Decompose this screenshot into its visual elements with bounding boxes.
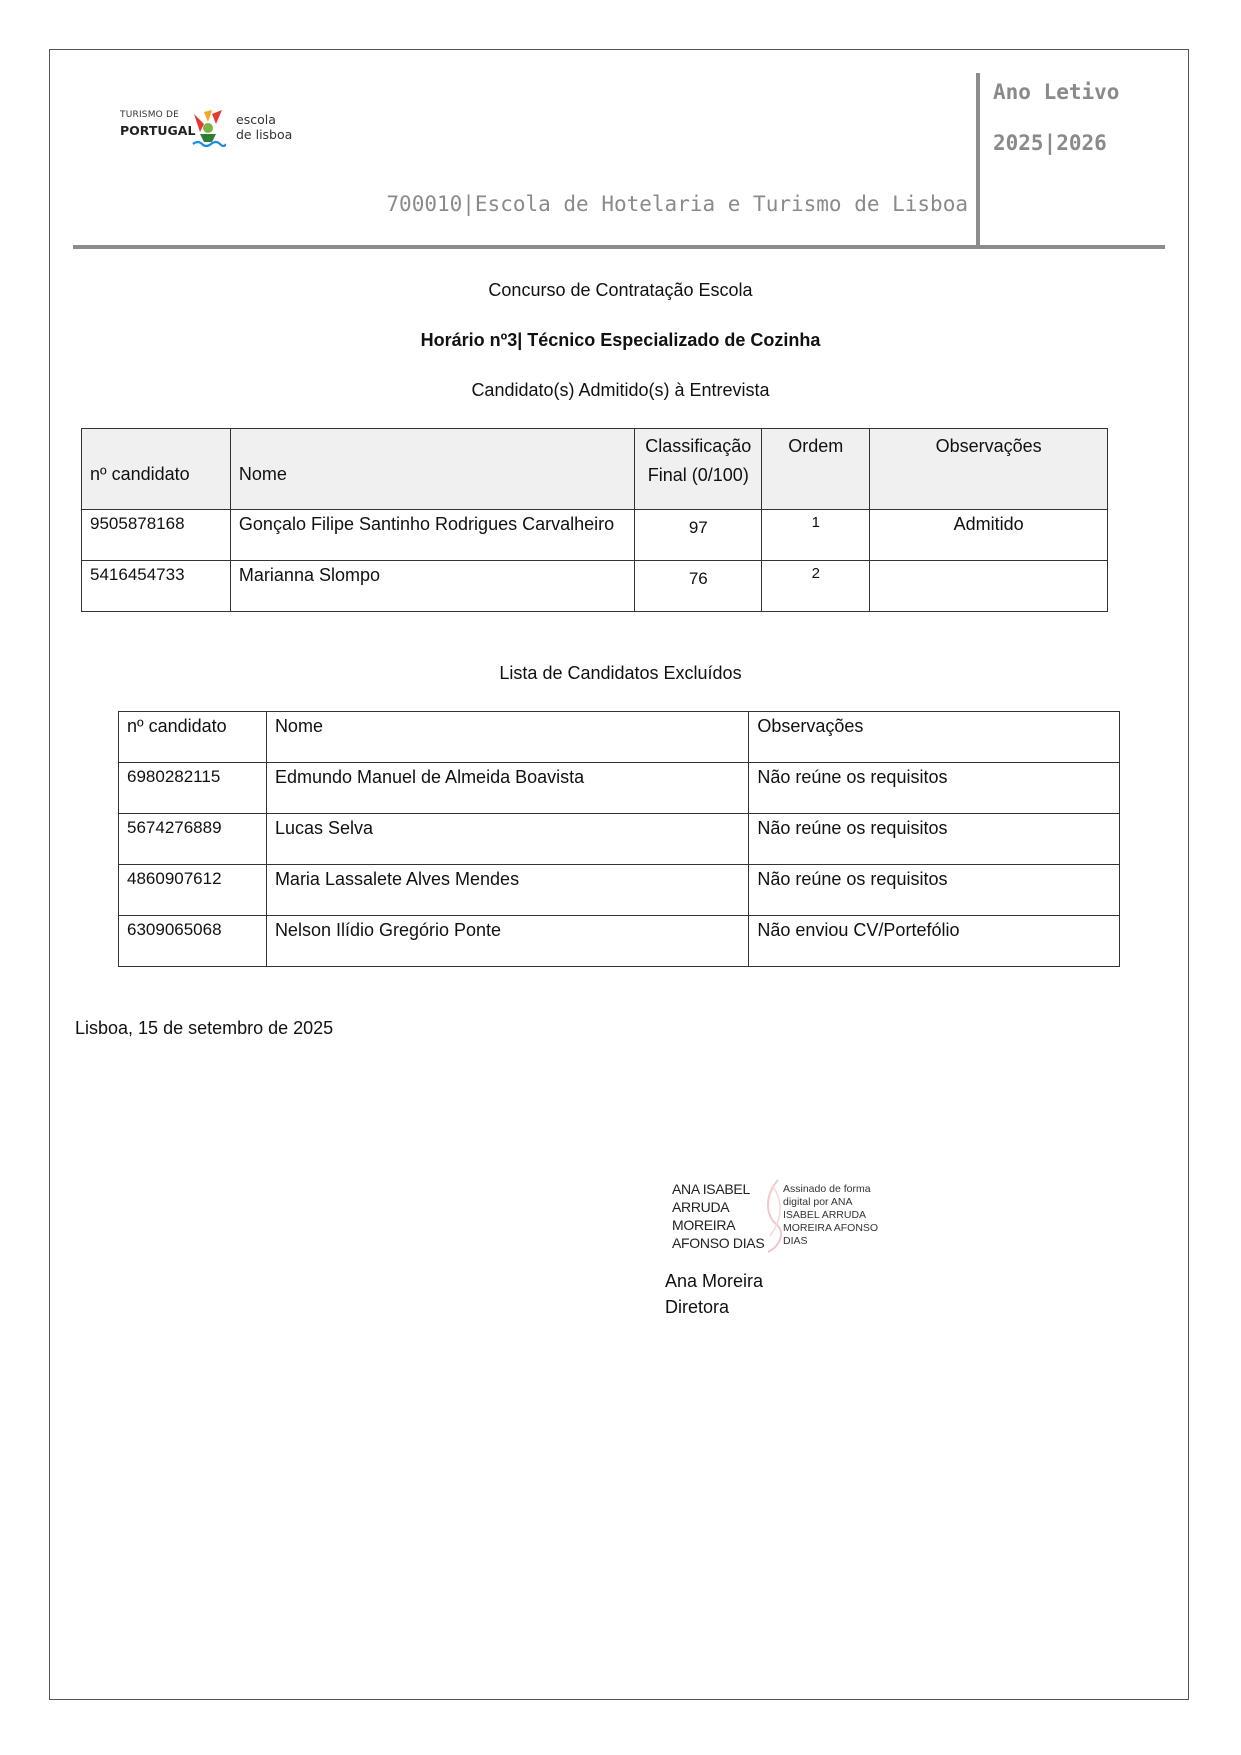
cell-name: Gonçalo Filipe Santinho Rodrigues Carvalheiro — [230, 510, 634, 561]
cell-number: 6980282115 — [119, 763, 267, 814]
table-header-row — [82, 429, 1108, 510]
cell-number: 6309065068 — [119, 916, 267, 967]
logo-school-text-1: escola — [236, 112, 276, 127]
cell-number: 5674276889 — [119, 814, 267, 865]
logo-school-text-2: de lisboa — [236, 127, 293, 142]
col-header-name: Nome — [266, 712, 748, 763]
cell-name: Edmundo Manuel de Almeida Boavista — [266, 763, 748, 814]
excluded-heading: Lista de Candidatos Excluídos — [499, 663, 742, 683]
logo-tourism-big-text: PORTUGAL — [120, 123, 196, 138]
signatory-role: Diretora — [665, 1297, 730, 1317]
header-horizontal-divider — [73, 245, 1165, 249]
cell-order: 2 — [762, 561, 870, 612]
table-row — [119, 916, 1120, 967]
admitted-heading: Candidato(s) Admitido(s) à Entrevista — [471, 380, 770, 400]
signatory-name: Ana Moreira — [665, 1271, 764, 1291]
cell-notes: Admitido — [870, 510, 1108, 561]
col-header-order: Ordem — [762, 429, 870, 510]
admitted-candidates-table — [81, 428, 1108, 612]
table-row — [119, 814, 1120, 865]
digital-signature-signer: ANA ISABEL ARRUDA MOREIRA AFONSO DIAS — [672, 1181, 765, 1251]
cell-name: Marianna Slompo — [230, 561, 634, 612]
cell-name: Lucas Selva — [266, 814, 748, 865]
cell-number: 9505878168 — [82, 510, 231, 561]
col-header-number: nº candidato — [82, 429, 231, 510]
cell-score: 97 — [635, 510, 762, 561]
digital-signature-note: Assinado de forma digital por ANA ISABEL ARRUDA MOREIRA AFONSO DIAS — [783, 1183, 879, 1247]
contest-title: Concurso de Contratação Escola — [488, 280, 753, 300]
logo-mark-icon — [190, 106, 226, 150]
table-row — [119, 865, 1120, 916]
col-header-name: Nome — [230, 429, 634, 510]
col-header-score-line2: Final (0/100) — [647, 465, 749, 485]
cell-notes: Não reúne os requisitos — [749, 865, 1120, 916]
col-header-score-line1: Classificação — [645, 436, 752, 456]
cell-name: Maria Lassalete Alves Mendes — [266, 865, 748, 916]
header-vertical-divider — [976, 73, 980, 246]
place-date: Lisboa, 15 de setembro de 2025 — [75, 1018, 334, 1038]
cell-notes: Não enviou CV/Portefólio — [749, 916, 1120, 967]
table-row — [119, 763, 1120, 814]
cell-notes — [870, 561, 1108, 612]
cell-name: Nelson Ilídio Gregório Ponte — [266, 916, 748, 967]
schedule-title: Horário nº3| Técnico Especializado de Cozinha — [420, 330, 821, 350]
table-header-row — [119, 712, 1120, 763]
table-row — [82, 561, 1108, 612]
col-header-score — [635, 429, 762, 510]
cell-notes: Não reúne os requisitos — [749, 814, 1120, 865]
excluded-candidates-table — [118, 711, 1120, 967]
col-header-notes: Observações — [870, 429, 1108, 510]
cell-order: 1 — [762, 510, 870, 561]
col-header-number: nº candidato — [119, 712, 267, 763]
cell-notes: Não reúne os requisitos — [749, 763, 1120, 814]
table-row — [82, 510, 1108, 561]
school-name: 700010|Escola de Hotelaria e Turismo de Lisboa — [386, 192, 968, 216]
signatory — [665, 1268, 763, 1320]
school-year-label: Ano Letivo — [993, 80, 1120, 104]
cell-number: 4860907612 — [119, 865, 267, 916]
school-year-value: 2025|2026 — [993, 131, 1107, 155]
cell-score: 76 — [635, 561, 762, 612]
col-header-notes: Observações — [749, 712, 1120, 763]
turismo-portugal-logo — [120, 106, 300, 150]
cell-number: 5416454733 — [82, 561, 231, 612]
logo-tourism-small-text: TURISMO DE — [120, 110, 180, 120]
